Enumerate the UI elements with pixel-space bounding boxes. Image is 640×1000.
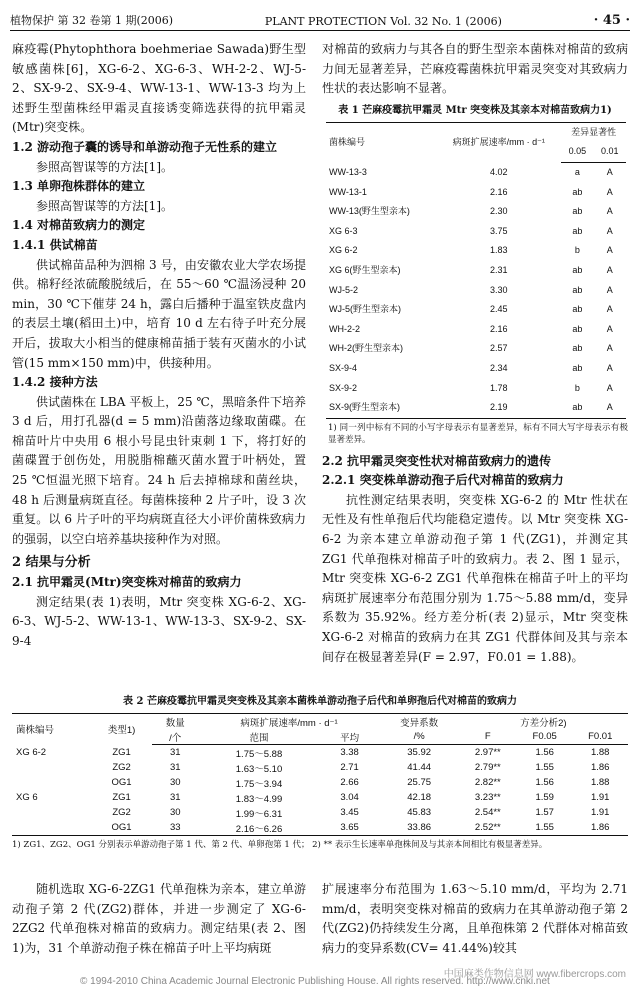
table1-cell-b: A: [606, 264, 613, 275]
table2-header-f01: F0.01: [572, 729, 628, 745]
table2-header-type: 类型1): [91, 714, 152, 745]
table1-cell-rate: 1.83: [489, 245, 508, 256]
table2-cell-mean: 3.38: [340, 747, 359, 758]
paragraph: 抗性测定结果表明，突变株 XG-6-2 的 Mtr 性状在无性及有性单孢后代均能稳定遗传。以 Mtr 突变株 XG-6-2 为亲本建立单游动孢子第 1 代(ZG1)，并测定其 ZG1 代单孢株对棉苗子叶的致病力。表 2、图 1 显示，Mtr 突变株 XG-6-2 ZG1 代单孢株在棉苗子叶上的平均病斑扩展速率分布范围分别为 1.75～5.88 mm/d，变异系数为 35.92%。经方差分析(表 2)显示，Mtr 突变株 XG-6-2 对棉苗的致病力在其 ZG1 代群体间及其与亲本间存在极显著差异(F = 2.97，F0.01 = 1.88)。: [322, 492, 628, 664]
bottom-right-text: [322, 880, 628, 958]
table1-cell-rate: 3.30: [489, 284, 508, 295]
table1-cell-b: A: [606, 382, 613, 393]
table1-row: [326, 183, 626, 203]
table2-cell-type: OG1: [91, 820, 152, 836]
table1-cell-rate: 2.34: [489, 362, 508, 373]
paragraph: 供试棉苗品种为泗棉 3 号，由安徽农业大学农场提供。棉籽经浓硫酸脱绒后，在 55～60 ℃温汤浸种 20 min，30 ℃下催芽 24 h，露白后播种于温室铁皮盘内的表层土壤(稻田土)中，培育 10 d 左右待子叶充分展开后，拔取大小相当的健康棉苗插于装有灭菌水的小试管(15 mm×150 mm)中，供接种用。: [12, 257, 306, 370]
table2-cell-f: 2.82**: [474, 777, 501, 788]
section-heading: 2 结果与分析: [12, 555, 91, 571]
section-heading: 2.2 抗甲霜灵突变性状对棉苗致病力的遗传: [322, 453, 552, 468]
table2-header-f: F: [459, 729, 517, 745]
table1-row: [326, 339, 626, 359]
table1-cell-a: b: [574, 245, 580, 256]
table2-cell-f01: 1.91: [590, 807, 610, 818]
right-column: [322, 40, 628, 667]
paragraph: 扩展速率分布范围为 1.63～5.10 mm/d，平均为 2.71 mm/d，表明突变株对棉苗的致病力在其单游动孢子第 2 代(ZG2)仍持续发生分离，且单孢株第 2 代群体对棉苗致病力的变异系数(CV= 41.44%)较其: [322, 882, 628, 955]
table2-cell-f01: 1.88: [590, 747, 610, 758]
table1-cell-strain: WW-13(野生型亲本): [329, 206, 410, 217]
table2-cell-mean: 2.66: [340, 777, 359, 788]
page-number: · 45 ·: [593, 13, 630, 28]
table2-cell-f: 2.52**: [459, 820, 517, 836]
table1-caption: 表 1 芒麻疫霉抗甲霜灵 Mtr 突变株及其亲本对棉苗致病力1): [338, 104, 612, 116]
paragraph: 参照高智谋等的方法[1]。: [36, 159, 173, 174]
table1-cell-b: A: [606, 186, 613, 197]
table2-cell-mean: 3.04: [340, 792, 359, 803]
subsection-heading: 1.4.1 供试棉苗: [12, 237, 98, 252]
table1-cell-strain: WW-13-3: [329, 166, 367, 177]
table1-header-strain: 菌株编号: [326, 122, 436, 162]
table1-note: 1) 同一列中标有不同的小写字母表示有显著差异，标有不同大写字母表示有极显著差异。: [328, 422, 628, 445]
section-heading: 2.1 抗甲霜灵(Mtr)突变株对棉苗的致病力: [12, 575, 242, 590]
table1-cell-a: ab: [572, 264, 583, 275]
table2-row: [12, 775, 628, 790]
copyright-footer: © 1994-2010 China Academic Journal Electronic Publishing House. All rights reserved. http://www.cnki.net: [80, 976, 550, 987]
table1-cell-rate: 2.16: [489, 323, 508, 334]
table1-row: [326, 281, 626, 301]
header-rule: [10, 30, 630, 31]
table2-row: [12, 820, 628, 836]
table2-cell-type: ZG2: [112, 807, 131, 818]
table2-cell-type: ZG1: [112, 792, 131, 803]
table2-cell-f01: 1.88: [590, 777, 610, 788]
table1-cell-strain: SX-9-2: [329, 382, 358, 393]
table1-cell-a: ab: [572, 304, 583, 315]
section-heading: 1.3 单卵孢株群体的建立: [12, 179, 146, 194]
table2-header-anova: 方差分析2): [459, 714, 628, 730]
table1-cell-strain: XG 6-3: [329, 225, 358, 236]
table2-cell-f01: 1.86: [590, 762, 610, 773]
table2-cell-n: 31: [169, 747, 181, 758]
table1-row: [326, 261, 626, 281]
table2-cell-range: 1.75～3.94: [235, 778, 283, 790]
table1-cell-a: b: [574, 382, 580, 393]
table1-row: [326, 222, 626, 242]
table2-cell-f: 3.23**: [474, 792, 501, 803]
table2-header-range: 范围: [198, 729, 319, 745]
table2-row: [12, 760, 628, 775]
table2-header-f05: F0.05: [517, 729, 573, 745]
table2-header-rate: 病斑扩展速率/mm · d⁻¹: [198, 714, 379, 730]
left-column: [12, 40, 306, 651]
table1-cell-a: ab: [572, 186, 583, 197]
table1-cell-b: A: [606, 245, 613, 256]
table2-cell-cv: 33.86: [380, 820, 459, 836]
table1-row: [326, 202, 626, 222]
table1-cell-strain: SX-9(野生型亲本): [326, 398, 436, 418]
table1-cell-b: A: [606, 225, 613, 236]
table2-block: [12, 690, 628, 857]
table2-header-count-unit: /个: [152, 729, 198, 745]
table2-cell-mean: 3.65: [320, 820, 380, 836]
table1-cell-b: A: [606, 343, 613, 354]
table2-cell-f: 2.54**: [474, 807, 501, 818]
table1-cell-b: A: [606, 362, 613, 373]
table1-cell-a: ab: [572, 206, 583, 217]
table2-cell-strain: XG 6-2: [16, 746, 47, 758]
table1-cell-b: A: [606, 284, 613, 295]
table2-row: [12, 805, 628, 820]
table1-cell-strain: XG 6-2: [329, 245, 358, 256]
table2-cell-strain: [12, 820, 91, 836]
table1: [326, 122, 626, 419]
table2-cell-f05: 1.56: [535, 747, 554, 758]
table1-row: [326, 359, 626, 379]
table2-cell-n: 31: [169, 762, 181, 773]
table1-row: [326, 241, 626, 261]
table1-header-p01: 0.01: [594, 142, 626, 162]
paragraph: 麻疫霉(Phytophthora boehmeriae Sawada)野生型敏感菌株[6]，XG-6-2、XG-6-3、WH-2-2、WJ-5-2、SX-9-2、SX-9-4、WW-13-1、WW-13-3 均为上述野生型菌株经甲霜灵直接诱变筛选获得的抗甲霜灵(Mtr)突变株。: [12, 42, 306, 135]
watermark: 中国麻类作物信息网 www.fibercrops.com: [443, 969, 626, 980]
table2-header-cv-unit: /%: [380, 729, 459, 745]
table2-cell-cv: 35.92: [407, 747, 432, 758]
table1-header-rate: 病斑扩展速率/mm · d⁻¹: [436, 122, 561, 162]
bottom-left-text: [12, 880, 306, 958]
table2-note: 1) ZG1、ZG2、OG1 分别表示单游动孢子第 1 代、第 2 代、单卵孢第 1 代； 2) ** 表示生长速率单孢株间及与其亲本间相比有极显著差异。: [12, 840, 548, 850]
table2-cell-strain: [12, 805, 91, 820]
table1-cell-strain: WJ-5(野生型亲本): [329, 304, 401, 315]
table2-cell-n: 30: [169, 777, 181, 788]
table2-cell-n: 33: [152, 820, 198, 836]
table2-cell-mean: 3.45: [340, 807, 359, 818]
table1-cell-a: ab: [572, 343, 583, 354]
table1-cell-a: ab: [561, 398, 593, 418]
table1-header-sig: 差异显著性: [561, 122, 626, 142]
table1-cell-rate: 2.30: [489, 206, 508, 217]
running-header: [10, 8, 630, 28]
table2-cell-range: 1.83～4.99: [235, 793, 283, 805]
table2-row: [12, 745, 628, 761]
table1-cell-b: A: [594, 398, 626, 418]
table2-header-strain: 菌株编号: [12, 714, 91, 745]
section-heading: 1.2 游动孢子囊的诱导和单游动孢子无性系的建立: [12, 139, 278, 154]
table2-cell-strain: [12, 760, 91, 775]
table1-cell-rate: 2.45: [489, 304, 508, 315]
journal-title-en: PLANT PROTECTION Vol. 32 No. 1 (2006): [264, 15, 502, 28]
table2-cell-f01: 1.91: [590, 792, 610, 803]
paragraph: 测定结果(表 1)表明，Mtr 突变株 XG-6-2、XG-6-3、WJ-5-2、WW-13-1、WW-13-3、SX-9-2、SX-9-4: [12, 594, 306, 648]
table1-cell-rate: 2.16: [489, 186, 508, 197]
table2-cell-range: 1.75～5.88: [235, 748, 283, 760]
table1-row: [326, 320, 626, 340]
table2-cell-type: ZG1: [112, 746, 131, 758]
table1-cell-rate: 2.19: [436, 398, 561, 418]
table2-cell-strain: XG 6: [16, 792, 38, 803]
table2: [12, 713, 628, 836]
table2-cell-strain: [12, 775, 91, 790]
table2-cell-f05: 1.55: [517, 820, 573, 836]
table2-cell-type: OG1: [111, 777, 132, 788]
table2-cell-range: 1.63～5.10: [235, 763, 283, 775]
subsection-heading: 2.2.1 突变株单游动孢子后代对棉苗的致病力: [322, 473, 564, 488]
paragraph: 供试菌株在 LBA 平板上，25 ℃，黑暗条件下培养 3 d 后，用打孔器(d = 5 mm)沿菌落边缘取菌碟。在棉苗叶片中央用 6 根小号昆虫针束刺 1 下，将打好的菌碟置于创伤处，用脱脂棉蘸灭菌水置于叶柄处，置 25 ℃恒温光照下培育。24 h 后去掉棉球和菌丝块，48 h 后测量病斑直径。每菌株接种 2 片子叶，设 3 次重复。以 6 片子叶的平均病斑直径大小评价菌株致病力的强弱，以空白培养基块接种作为对照。: [12, 394, 306, 546]
table2-row: [12, 790, 628, 805]
table2-header-count: 数量: [152, 714, 198, 730]
table2-cell-n: 30: [169, 807, 181, 818]
table1-row: [326, 398, 626, 418]
paragraph: 随机选取 XG-6-2ZG1 代单孢株为亲本，建立单游动孢子第 2 代(ZG2)群体，并进一步测定了 XG-6-2ZG2 代单孢株对棉苗的致病力。测定结果(表 2、图 1)为，31 个单游动孢子株在棉苗子叶上平均病斑: [12, 882, 306, 955]
table1-header-p05: 0.05: [561, 142, 593, 162]
table1-row: [326, 300, 626, 320]
table2-cell-range: 2.16～6.26: [198, 820, 319, 836]
table1-cell-b: A: [606, 323, 613, 334]
table1-cell-rate: 4.02: [489, 166, 508, 177]
journal-issue: 植物保护 第 32 卷第 1 期(2006): [10, 14, 174, 27]
table2-cell-mean: 2.71: [340, 762, 359, 773]
table1-cell-strain: SX-9-4: [329, 362, 358, 373]
table1-cell-strain: WJ-5-2: [329, 284, 358, 295]
table2-cell-cv: 42.18: [407, 792, 432, 803]
table2-header-cv: 变异系数: [380, 714, 459, 730]
table2-cell-n: 31: [169, 792, 181, 803]
table1-cell-a: ab: [572, 362, 583, 373]
table1-cell-rate: 2.31: [489, 264, 508, 275]
subsection-heading: 1.4.2 接种方法: [12, 375, 98, 390]
table1-cell-b: A: [606, 206, 613, 217]
table1-cell-a: ab: [572, 284, 583, 295]
table2-header-mean: 平均: [320, 729, 380, 745]
table2-cell-f: 2.97**: [474, 747, 501, 758]
table1-cell-strain: XG 6(野生型亲本): [329, 264, 401, 275]
table2-cell-cv: 25.75: [407, 777, 432, 788]
paragraph: 对棉苗的致病力与其各自的野生型亲本菌株对棉苗的致病力间无显著差异，芒麻疫霉菌株抗甲霜灵突变对其致病力性状的表达影响不显著。: [322, 42, 628, 96]
table1-cell-a: ab: [572, 225, 583, 236]
table1-cell-a: ab: [572, 323, 583, 334]
table1-cell-strain: WH-2-2: [329, 323, 360, 334]
table1-row: [326, 162, 626, 182]
table2-cell-cv: 41.44: [407, 762, 432, 773]
table2-caption: 表 2 芒麻疫霉抗甲霜灵突变株及其亲本菌株单游动孢子后代和单卵孢后代对棉苗的致病力: [123, 696, 517, 707]
table1-cell-a: a: [574, 166, 580, 177]
table1-cell-rate: 2.57: [489, 343, 508, 354]
table2-cell-cv: 45.83: [407, 807, 432, 818]
table1-cell-b: A: [606, 304, 613, 315]
table2-cell-f05: 1.59: [535, 792, 554, 803]
table2-cell-type: ZG2: [112, 762, 131, 773]
table1-cell-rate: 1.78: [489, 382, 508, 393]
table1-cell-rate: 3.75: [489, 225, 508, 236]
table1-row: [326, 379, 626, 399]
table1-cell-strain: WW-13-1: [329, 186, 367, 197]
table2-cell-f05: 1.57: [535, 807, 554, 818]
table1-cell-b: A: [606, 166, 613, 177]
table2-cell-range: 1.99～6.31: [235, 808, 283, 820]
table2-cell-f: 2.79**: [474, 762, 501, 773]
table2-cell-f05: 1.55: [535, 762, 554, 773]
paragraph: 参照高智谋等的方法[1]。: [36, 198, 173, 213]
table2-cell-f01: 1.86: [572, 820, 628, 836]
section-heading: 1.4 对棉苗致病力的测定: [12, 218, 146, 233]
table2-cell-f05: 1.56: [535, 777, 554, 788]
table1-cell-strain: WH-2(野生型亲本): [329, 343, 403, 354]
